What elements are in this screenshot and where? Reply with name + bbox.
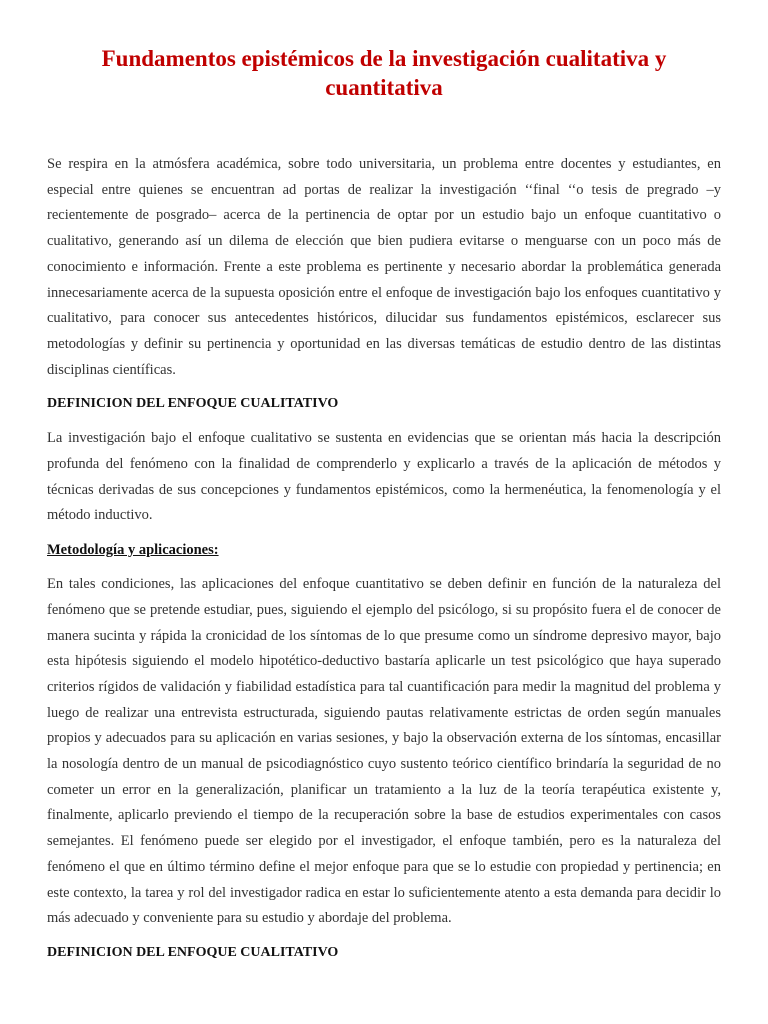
intro-paragraph: Se respira en la atmósfera académica, sobre todo universitaria, un problema entre docentes y estudiantes, en especial entre quienes se encuentran ad portas de realizar la investigación ‘‘final ‘‘o tesis de pregrado –y recientemente de posgrado– acerca de la pertinencia de optar por un estudio bajo un enfoque cuantitativo o cualitativo, generando así un dilema de elección que bien pudiera evitarse o menguarse con un poco más de conocimiento e información. Frente a este problema es pertinente y necesario abordar la problemática generada innecesariamente acerca de la supuesta oposición entre el enfoque de investigación bajo los enfoques cuantitativo y cualitativo, para conocer sus antecedentes históricos, dilucidar sus fundamentos epistémicos, esclarecer sus metodologías y definir su pertinencia y oportunidad en las diversas temáticas de estudio dentro de las distintas disciplinas científicas. bbox=[47, 156, 721, 378]
methodology-subheading: Metodología y aplicaciones: bbox=[47, 542, 219, 559]
section-heading-qualitative-definition-2: DEFINICION DEL ENFOQUE CUALITATIVO bbox=[47, 944, 339, 960]
methodology-paragraph: En tales condiciones, las aplicaciones del enfoque cuantitativo se deben definir en función de la naturaleza del fenómeno que se pretende estudiar, pues, siguiendo el ejemplo del psicólogo, si su propósito fuera el de conocer de manera sucinta y rápida la cronicidad de los síntomas de lo que presume como un síndrome depresivo mayor, bajo esta hipótesis siguiendo el modelo hipotético-deductivo bastaría aplicarle un test psicológico que haya superado criterios rígidos de validación y fiabilidad estadística para tal cuantificación para medir la magnitud del problema y luego de realizar una entrevista estructurada, siguiendo pautas relativamente estrictas de orden según manuales propios y adecuados para su aplicación en varias sesiones, y bajo la observación externa de los síntomas, encasillar la nosología dentro de un manual de psicodiagnóstico cuyo sustento teórico científico brindaría la seguridad de no cometer un error en la generalización, planificar un tratamiento a la luz de la teoría terapéutica existente y, finalmente, aplicarlo previendo el tiempo de la recuperación sobre la base de estudios experimentales con casos semejantes. El fenómeno puede ser elegido por el investigador, el enfoque también, pero es la naturaleza del fenómeno el que en último término define el mejor enfoque para que se lo estudie con propiedad y pertinencia; en este contexto, la tarea y rol del investigador radica en estar lo suficientemente atento a esta demanda para decidir lo más adecuado y conveniente para su estudio y abordaje del problema. bbox=[47, 576, 721, 927]
definition-paragraph: La investigación bajo el enfoque cualitativo se sustenta en evidencias que se orientan más hacia la descripción profunda del fenómeno con la finalidad de comprenderlo y explicarlo a través de la aplicación de métodos y técnicas derivadas de sus concepciones y fundamentos epistémicos, como la hermenéutica, la fenomenología y el método inductivo. bbox=[47, 430, 721, 524]
section-heading-qualitative-definition: DEFINICION DEL ENFOQUE CUALITATIVO bbox=[47, 396, 339, 412]
document-title: Fundamentos epistémicos de la investigación cualitativa y cuantitativa bbox=[101, 46, 667, 100]
